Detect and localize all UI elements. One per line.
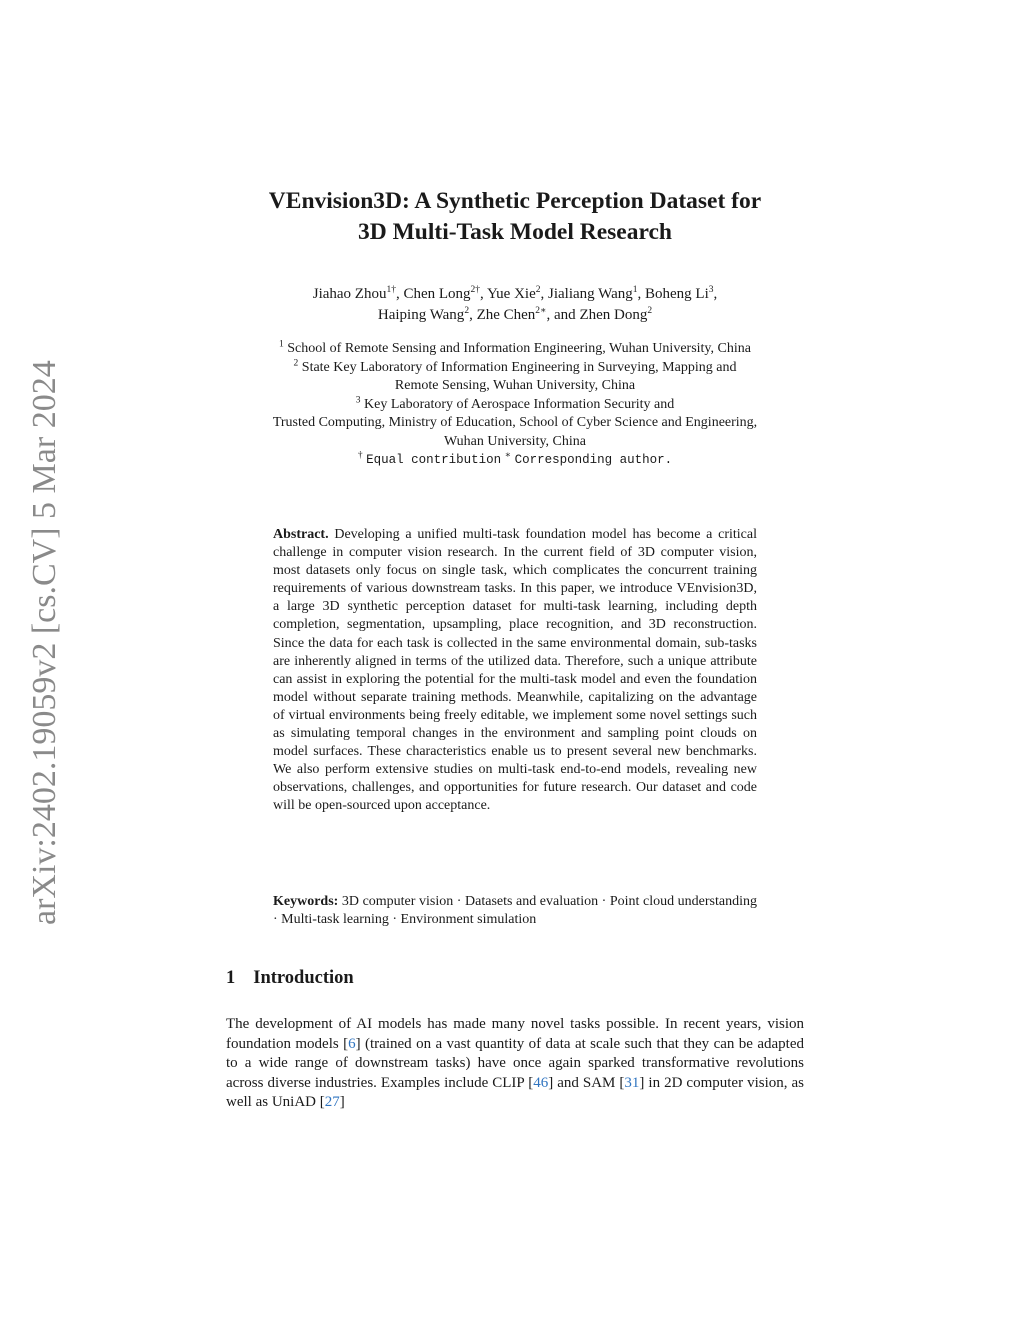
- citation-link[interactable]: 6: [348, 1035, 356, 1052]
- affiliation-text: Key Laboratory of Aerospace Information Security and: [364, 396, 675, 412]
- author-name: Jialiang Wang: [548, 286, 633, 302]
- keywords-label: Keywords:: [273, 894, 339, 909]
- affiliation-number: 2: [293, 357, 299, 368]
- dagger-mark: †: [357, 450, 363, 461]
- keywords-text: 3D computer vision · Datasets and evaluation · Point cloud understanding · Multi-task learning · Environment simulation: [273, 894, 757, 928]
- corresponding-author-note: Corresponding author.: [514, 453, 673, 467]
- author-affiliation-mark: 2: [647, 306, 653, 316]
- author-name: Chen Long: [403, 286, 471, 302]
- section-title: Introduction: [253, 968, 354, 988]
- author-name: Yue Xie: [487, 286, 536, 302]
- author-name: Haiping Wang: [377, 307, 465, 323]
- author-name: Zhen Dong: [579, 307, 648, 323]
- author-affiliation-mark: 2∗: [535, 306, 547, 316]
- title-line-2: 3D Multi-Task Model Research: [358, 219, 672, 245]
- equal-contribution-note: Equal contribution: [366, 453, 502, 467]
- contribution-note: [358, 452, 672, 467]
- affiliation-text: School of Remote Sensing and Information Engineering, Wuhan University, China: [287, 341, 751, 356]
- citation-link[interactable]: 27: [324, 1094, 340, 1110]
- affiliation-text: State Key Laboratory of Information Engineering in Surveying, Mapping and: [301, 359, 737, 375]
- body-text: ]: [339, 1094, 345, 1110]
- affiliation-number: 3: [355, 394, 361, 405]
- abstract: [273, 526, 757, 816]
- body-text: The development of AI models has made many novel tasks possible. In recent years, vision foundation models [: [226, 1016, 804, 1052]
- affiliation-text: Trusted Computing, Ministry of Education, School of Cyber Science and Engineering,: [272, 415, 758, 430]
- affiliation-text: Remote Sensing, Wuhan University, China: [394, 378, 636, 393]
- title-line-1: VEnvision3D: A Synthetic Perception Dataset for: [268, 188, 762, 214]
- author-affiliation-mark: 2†: [470, 285, 481, 295]
- affiliation-number: 1: [279, 339, 284, 350]
- section-number: 1: [226, 968, 236, 988]
- abstract-label: Abstract.: [273, 527, 329, 542]
- arxiv-identifier-stamp: arXiv:2402.19059v2 [cs.CV] 5 Mar 2024: [26, 360, 63, 925]
- affiliation-list: [200, 340, 830, 470]
- body-text: ] in 2D computer vision, as well as UniAD [: [226, 1074, 804, 1110]
- author-name: Zhe Chen: [476, 307, 536, 323]
- section-heading: [226, 966, 354, 990]
- body-text: ] (trained on a vast quantity of data at scale such that they can be adapted to a wide range of downstream tasks) have once again sparked transformative revolutions across diverse industries. Examples include CLIP [: [226, 1035, 804, 1091]
- author-affiliation-mark: 2: [464, 306, 470, 316]
- author-name: Boheng Li: [645, 286, 709, 302]
- affiliation-text: Wuhan University, China: [443, 433, 586, 449]
- asterisk-mark: ∗: [504, 450, 512, 461]
- citation-link[interactable]: 46: [533, 1074, 549, 1091]
- author-name: Jiahao Zhou: [312, 286, 387, 302]
- author-affiliation-mark: 1: [632, 285, 638, 295]
- introduction-paragraph: [226, 1015, 804, 1113]
- author-affiliation-mark: 2: [535, 285, 541, 295]
- keywords: [273, 893, 757, 929]
- citation-link[interactable]: 31: [624, 1074, 640, 1091]
- body-text: ] and SAM [: [548, 1074, 625, 1091]
- author-affiliation-mark: 1†: [386, 285, 396, 295]
- author-list: Jiahao Zhou$^{1\dagger}$, Chen Long$^{2\dagger}$, Yue Xie$^2$, Jialiang Wang$^1$, Boheng Li$^3$, Haiping Wang$^2$, Zhe Chen$^{2∗}$, and Zhen Dong$^2$: [312, 285, 718, 323]
- abstract-text: Developing a unified multi-task foundation model has become a critical challenge in computer vision research. In the current field of 3D computer vision, most datasets only focus on single task, which complicates the concurrent training requirements of various downstream tasks. In this paper, we introduce VEnvision3D, a large 3D synthetic perception dataset for multi-task learning, including depth completion, segmentation, upsampling, place recognition, and 3D reconstruction. Since the data for each task is collected in the same environmental domain, sub-tasks are inherently aligned in terms of the utilized data. Therefore, such a unique attribute can assist in exploring the potential for the multi-task model and even the foundation model without separate training methods. Meanwhile, capitalizing on the advantage of virtual environments being freely editable, we implement some novel settings such as simulating temporal changes in the environment and sampling point clouds on model surfaces. These characteristics enable us to present several new benchmarks. We also perform extensive studies on multi-task end-to-end models, revealing new observations, challenges, and opportunities for future research. Our dataset and code will be open-sourced upon acceptance.: [273, 527, 757, 814]
- author-affiliation-mark: 3: [708, 285, 714, 295]
- paper-title: [200, 186, 830, 248]
